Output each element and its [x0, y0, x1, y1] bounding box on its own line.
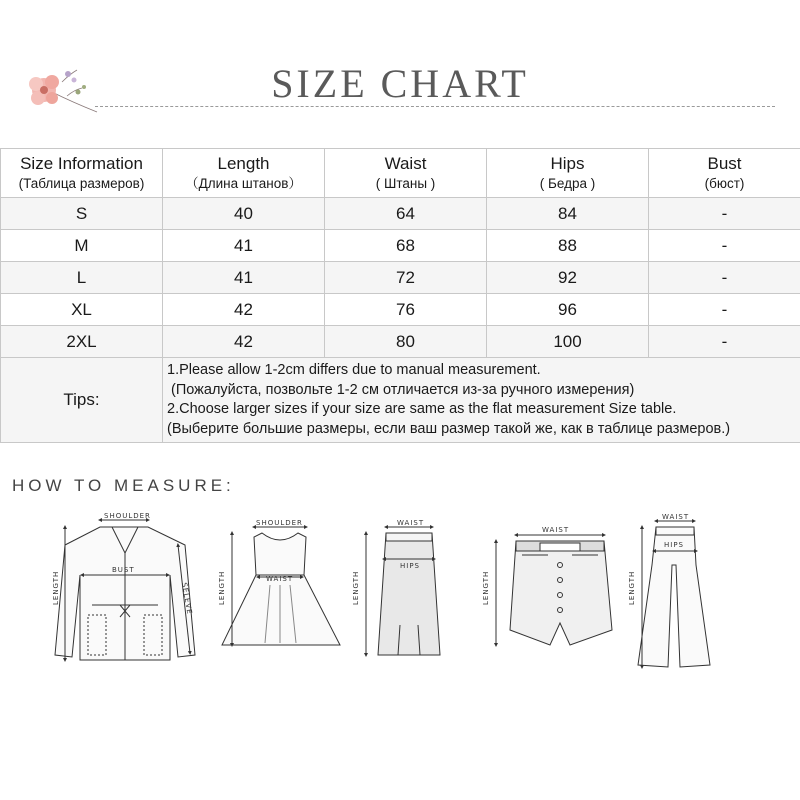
- length-label: LENGTH: [628, 570, 636, 605]
- tip-line: (Выберите большие размеры, если ваш размер такой же, как в таблице размеров.): [167, 420, 731, 437]
- waist-label: WAIST: [397, 519, 425, 527]
- hips-cell: 84: [487, 198, 649, 230]
- waist-cell: 76: [325, 294, 487, 326]
- shoulder-label: SHOULDER: [256, 519, 303, 527]
- length-cell: 41: [163, 230, 325, 262]
- tip-line: 1.Please allow 1-2cm differs due to manual measurement.: [167, 362, 541, 378]
- bust-cell: -: [649, 326, 800, 358]
- table-row: [1, 230, 800, 262]
- bust-cell: -: [649, 198, 800, 230]
- jacket-sketch-icon: [55, 520, 195, 660]
- tips-row: [1, 358, 800, 443]
- waist-label: WAIST: [542, 526, 570, 534]
- how-to-measure-heading: HOW TO MEASURE:: [12, 476, 235, 495]
- length-label: LENGTH: [218, 570, 226, 605]
- dress-sketch-icon: [222, 527, 340, 645]
- tip-line: (Пожалуйста, позвольте 1-2 см отличается из-за ручного измерения): [167, 381, 635, 398]
- bust-cell: -: [649, 262, 800, 294]
- size-cell: XL: [1, 294, 163, 326]
- hips-label: HIPS: [400, 562, 420, 570]
- bust-label: BUST: [112, 566, 135, 574]
- table-row: [1, 326, 800, 358]
- length-cell: 42: [163, 294, 325, 326]
- bust-cell: -: [649, 230, 800, 262]
- table-header-row: [1, 149, 800, 198]
- skirt-sketch-icon: [366, 527, 440, 655]
- table-row: [1, 262, 800, 294]
- page-title: SIZE CHART: [271, 61, 529, 106]
- column-header-waist: Waist ( Штаны ): [325, 149, 487, 198]
- tips-label: Tips:: [1, 358, 163, 443]
- measurement-illustrations: [0, 505, 800, 675]
- tips-text: [163, 358, 800, 443]
- length-label: LENGTH: [352, 570, 360, 605]
- length-cell: 41: [163, 262, 325, 294]
- waist-label: WAIST: [266, 575, 294, 583]
- bust-cell: -: [649, 294, 800, 326]
- hips-cell: 92: [487, 262, 649, 294]
- length-label: LENGTH: [482, 570, 490, 605]
- size-cell: 2XL: [1, 326, 163, 358]
- sleeve-label: SELEVE: [180, 581, 194, 616]
- hips-cell: 88: [487, 230, 649, 262]
- shorts-sketch-icon: [496, 535, 612, 645]
- hips-cell: 96: [487, 294, 649, 326]
- waist-label: WAIST: [662, 513, 690, 521]
- column-header-size: Size Information (Таблица размеров): [1, 149, 163, 198]
- waist-cell: 64: [325, 198, 487, 230]
- table-row: [1, 294, 800, 326]
- shoulder-label: SHOULDER: [104, 512, 151, 520]
- waist-cell: 68: [325, 230, 487, 262]
- length-cell: 40: [163, 198, 325, 230]
- column-header-length: Length （Длина штанов）: [163, 149, 325, 198]
- size-cell: M: [1, 230, 163, 262]
- size-cell: S: [1, 198, 163, 230]
- hips-cell: 100: [487, 326, 649, 358]
- title-divider: [95, 106, 775, 107]
- length-label: LENGTH: [52, 570, 60, 605]
- column-header-hips: Hips ( Бедра ): [487, 149, 649, 198]
- size-cell: L: [1, 262, 163, 294]
- size-table: [0, 148, 800, 443]
- waist-cell: 72: [325, 262, 487, 294]
- waist-cell: 80: [325, 326, 487, 358]
- table-row: [1, 198, 800, 230]
- tip-line: 2.Choose larger sizes if your size are same as the flat measurement Size table.: [167, 401, 677, 417]
- hips-label: HIPS: [664, 541, 684, 549]
- column-header-bust: Bust (бюст): [649, 149, 800, 198]
- length-cell: 42: [163, 326, 325, 358]
